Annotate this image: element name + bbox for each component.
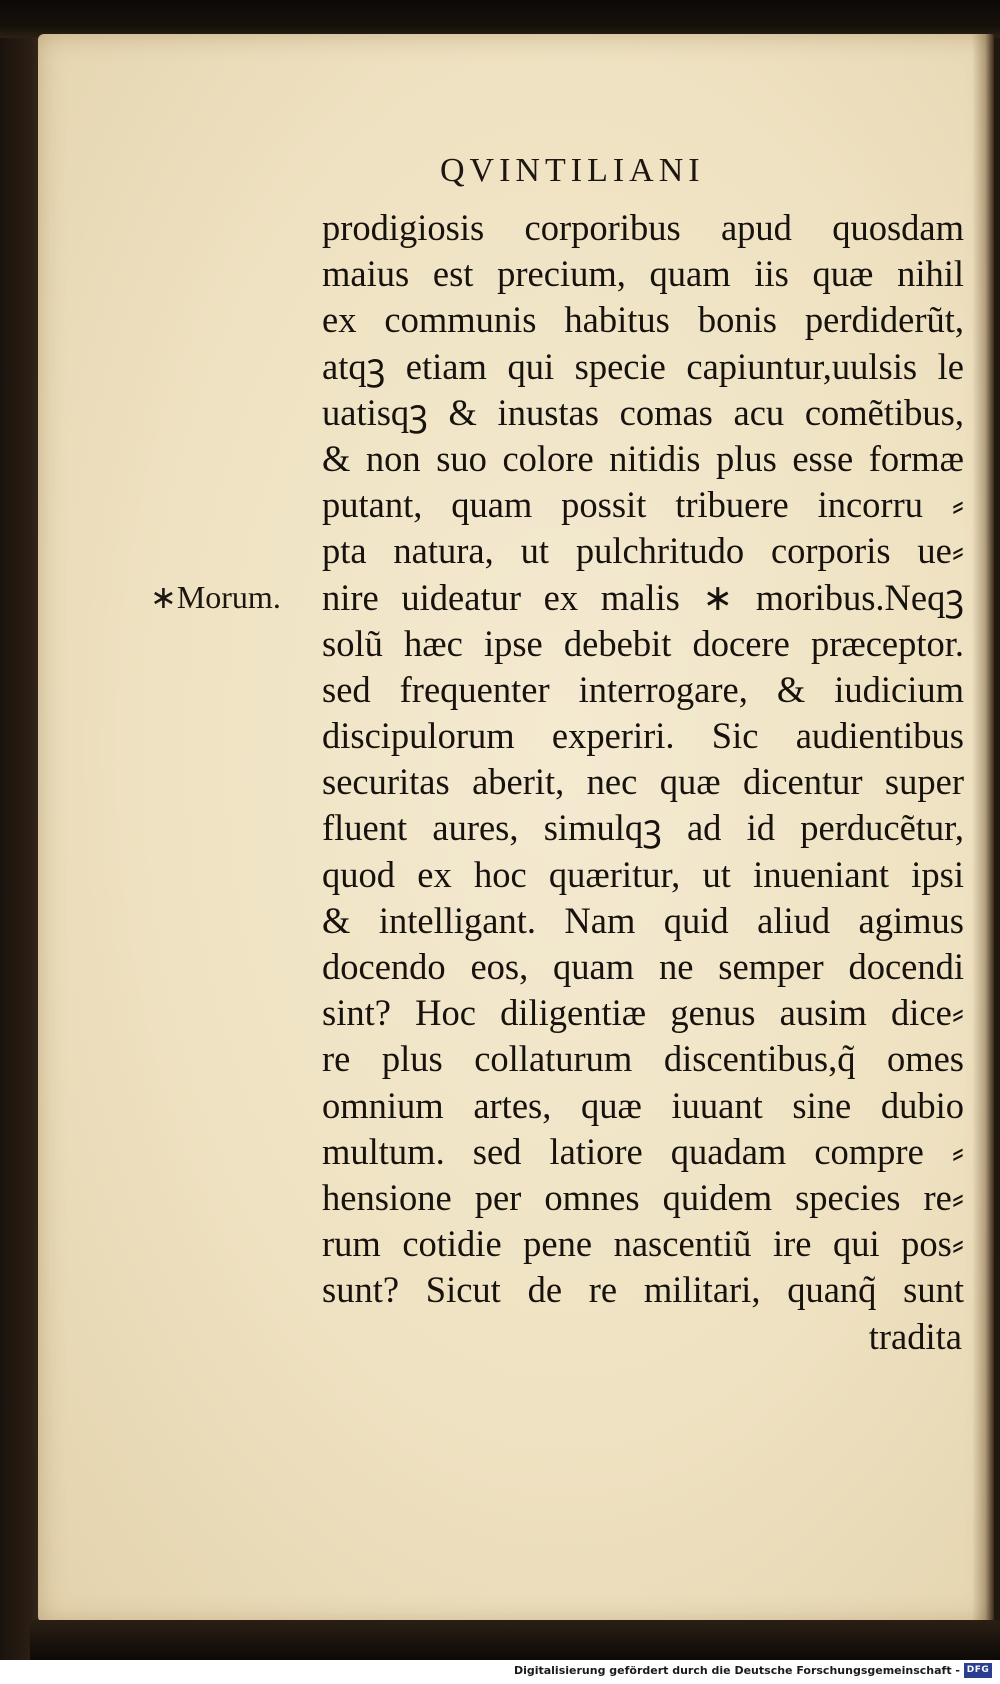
text-line: multum. sed latiore quadam compre ⸗ bbox=[322, 1130, 964, 1172]
text-line: securitas aberit, nec quæ dicentur super bbox=[322, 761, 964, 803]
text-line: ex communis habitus bonis perdiderũt, bbox=[322, 299, 964, 341]
footer-credit: Digitalisierung gefördert durch die Deutsche Forschungsgemeinschaft - bbox=[513, 1664, 960, 1677]
text-line: prodigiosis corporibus apud quosdam bbox=[322, 207, 964, 248]
text-line: & non suo colore nitidis plus esse formæ bbox=[322, 437, 964, 479]
footer-bar bbox=[0, 1660, 1000, 1684]
text-line: discipulorum experiri. Sic audientibus bbox=[322, 715, 964, 757]
text-line: rum cotidie pene nascentiũ ire qui pos⸗ bbox=[322, 1223, 964, 1265]
marginal-note: ∗Morum. bbox=[150, 579, 281, 615]
text-line: maius est precium, quam iis quæ nihil bbox=[322, 253, 964, 295]
text-line: sint? Hoc diligentiæ genus ausim dice⸗ bbox=[322, 992, 964, 1034]
text-line: nire uideatur ex malis ∗ moribus.Neqꝫ bbox=[322, 576, 964, 618]
text-line: fluent aures, simulqꝫ ad id perducẽtur, bbox=[322, 807, 964, 849]
text-line: uatisqꝫ & inustas comas acu comẽtibus, bbox=[322, 391, 964, 433]
text-line: pta natura, ut pulchritudo corporis ue⸗ bbox=[322, 530, 964, 572]
dfg-logo-icon: DFG bbox=[964, 1663, 992, 1678]
text-line: hensione per omnes quidem species re⸗ bbox=[322, 1176, 964, 1218]
page-fold-shadow bbox=[972, 34, 994, 1624]
running-head: QVINTILIANI bbox=[440, 152, 705, 189]
text-line: & intelligant. Nam quid aliud agimus bbox=[322, 899, 964, 941]
text-line: putant, quam possit tribuere incorru ⸗ bbox=[322, 484, 964, 526]
text-line: docendo eos, quam ne semper docendi bbox=[322, 946, 964, 987]
scan-top-shadow bbox=[0, 0, 1000, 38]
catchword: tradita bbox=[868, 1315, 962, 1357]
text-line: omnium artes, quæ iuuant sine dubio bbox=[322, 1084, 964, 1126]
scan-bottom-shadow bbox=[30, 1620, 1000, 1660]
text-line: re plus collaturum discentibus,q̃ omes bbox=[322, 1038, 964, 1080]
text-block bbox=[322, 205, 964, 1360]
text-line: atqꝫ etiam qui specie capiuntur,uulsis le bbox=[322, 345, 964, 387]
text-line: sunt? Sicut de re militari, quanq̃ sunt bbox=[322, 1269, 964, 1311]
text-line: quod ex hoc quæritur, ut inueniant ipsi bbox=[322, 853, 964, 895]
text-line: solũ hæc ipse debebit docere præceptor. bbox=[322, 622, 964, 664]
text-line: sed frequenter interrogare, & iudicium bbox=[322, 668, 964, 710]
